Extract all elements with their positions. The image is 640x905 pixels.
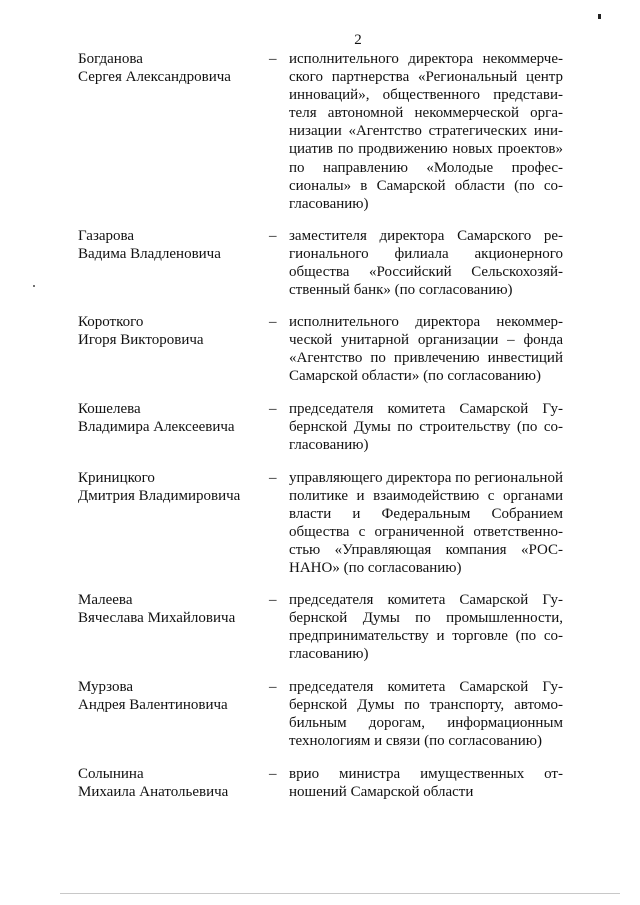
dash-separator: –: [269, 51, 277, 67]
member-surname: Солынина: [78, 766, 144, 782]
position-line: общества с ограниченной ответственно-: [289, 524, 563, 541]
scan-edge-line: [60, 893, 620, 894]
position-line: председателя комитета Самарской Гу-: [289, 401, 563, 417]
position-line: исполнительного директора некоммер-: [289, 314, 563, 330]
position-line: сионалы» в Самарской области (по со-: [289, 177, 563, 194]
member-position: [289, 227, 563, 299]
member-position: [289, 678, 563, 750]
member-name: [78, 765, 268, 801]
position-line: низации «Агентство стратегических ини-: [289, 123, 563, 140]
position-line: председателя комитета Самарской Гу-: [289, 592, 563, 608]
member-name: [78, 313, 268, 349]
position-line: гласованию): [289, 195, 369, 212]
member-name: [78, 591, 268, 627]
position-line: гласованию): [289, 437, 369, 454]
member-position: [289, 50, 563, 213]
dash-separator: –: [269, 470, 277, 486]
position-line: «Агентство по привлечению инвестиций: [289, 350, 563, 367]
member-given-names: Дмитрия Владимировича: [78, 488, 241, 504]
position-line: Самарской области» (по согласованию): [289, 368, 541, 385]
position-line: циатив по продвижению новых проектов»: [289, 141, 563, 158]
member-surname: Газарова: [78, 228, 135, 244]
member-name: [78, 227, 268, 263]
position-line: ственный банк» (по согласованию): [289, 282, 513, 299]
member-surname: Мурзова: [78, 679, 134, 695]
position-line: бернской Думы по транспорту, автомо-: [289, 697, 563, 714]
position-line: гионального филиала акционерного: [289, 246, 563, 263]
dash-separator: –: [269, 766, 277, 782]
dash-separator: –: [269, 401, 277, 417]
position-line: предпринимательству и торговле (по со-: [289, 628, 563, 645]
member-position: [289, 469, 563, 578]
member-given-names: Андрея Валентиновича: [78, 697, 228, 713]
position-line: общества «Российский Сельскохозяй-: [289, 264, 563, 281]
member-given-names: Сергея Александровича: [78, 69, 231, 85]
member-surname: Богданова: [78, 51, 143, 67]
position-line: технологиям и связи (по согласованию): [289, 733, 542, 750]
dash-separator: –: [269, 228, 277, 244]
scan-speck: [33, 285, 35, 287]
position-line: заместителя директора Самарского ре-: [289, 228, 563, 244]
position-line: председателя комитета Самарской Гу-: [289, 679, 563, 695]
position-line: ношений Самарской области: [289, 784, 474, 801]
position-line: политике и взаимодействию с органами: [289, 488, 563, 505]
member-given-names: Вячеслава Михайловича: [78, 610, 236, 626]
position-line: теля автономной некоммерческой орга-: [289, 105, 563, 122]
position-line: исполнительного директора некоммерче-: [289, 51, 563, 67]
dash-separator: –: [269, 592, 277, 608]
member-given-names: Игоря Викторовича: [78, 332, 204, 348]
position-line: врио министра имущественных от-: [289, 766, 563, 782]
position-line: НАНО» (по согласованию): [289, 560, 462, 577]
member-given-names: Владимира Алексеевича: [78, 419, 235, 435]
scan-mark: [598, 14, 601, 19]
position-line: ческой унитарной организации – фонда: [289, 332, 563, 349]
member-name: [78, 400, 268, 436]
member-surname: Короткого: [78, 314, 144, 330]
member-name: [78, 678, 268, 714]
member-position: [289, 313, 563, 385]
position-line: бильным дорогам, информационным: [289, 715, 563, 732]
member-position: [289, 765, 563, 801]
position-line: стью «Управляющая компания «РОС-: [289, 542, 563, 559]
member-position: [289, 591, 563, 663]
dash-separator: –: [269, 314, 277, 330]
member-given-names: Михаила Анатольевича: [78, 784, 229, 800]
member-name: [78, 469, 268, 505]
member-surname: Кошелева: [78, 401, 141, 417]
member-given-names: Вадима Владленовича: [78, 246, 221, 262]
member-surname: Малеева: [78, 592, 133, 608]
position-line: по направлению «Молодые профес-: [289, 159, 563, 176]
position-line: инноваций», общественного представи-: [289, 87, 563, 104]
member-surname: Криницкого: [78, 470, 155, 486]
member-name: [78, 50, 268, 86]
page-number: 2: [354, 32, 362, 48]
dash-separator: –: [269, 679, 277, 695]
position-line: гласованию): [289, 646, 369, 663]
position-line: ского партнерства «Региональный центр: [289, 69, 563, 86]
position-line: управляющего директора по региональной: [289, 470, 563, 486]
position-line: бернской Думы по строительству (по со-: [289, 419, 563, 436]
member-position: [289, 400, 563, 454]
position-line: власти и Федеральным Собранием: [289, 506, 563, 523]
position-line: бернской Думы по промышленности,: [289, 610, 563, 627]
